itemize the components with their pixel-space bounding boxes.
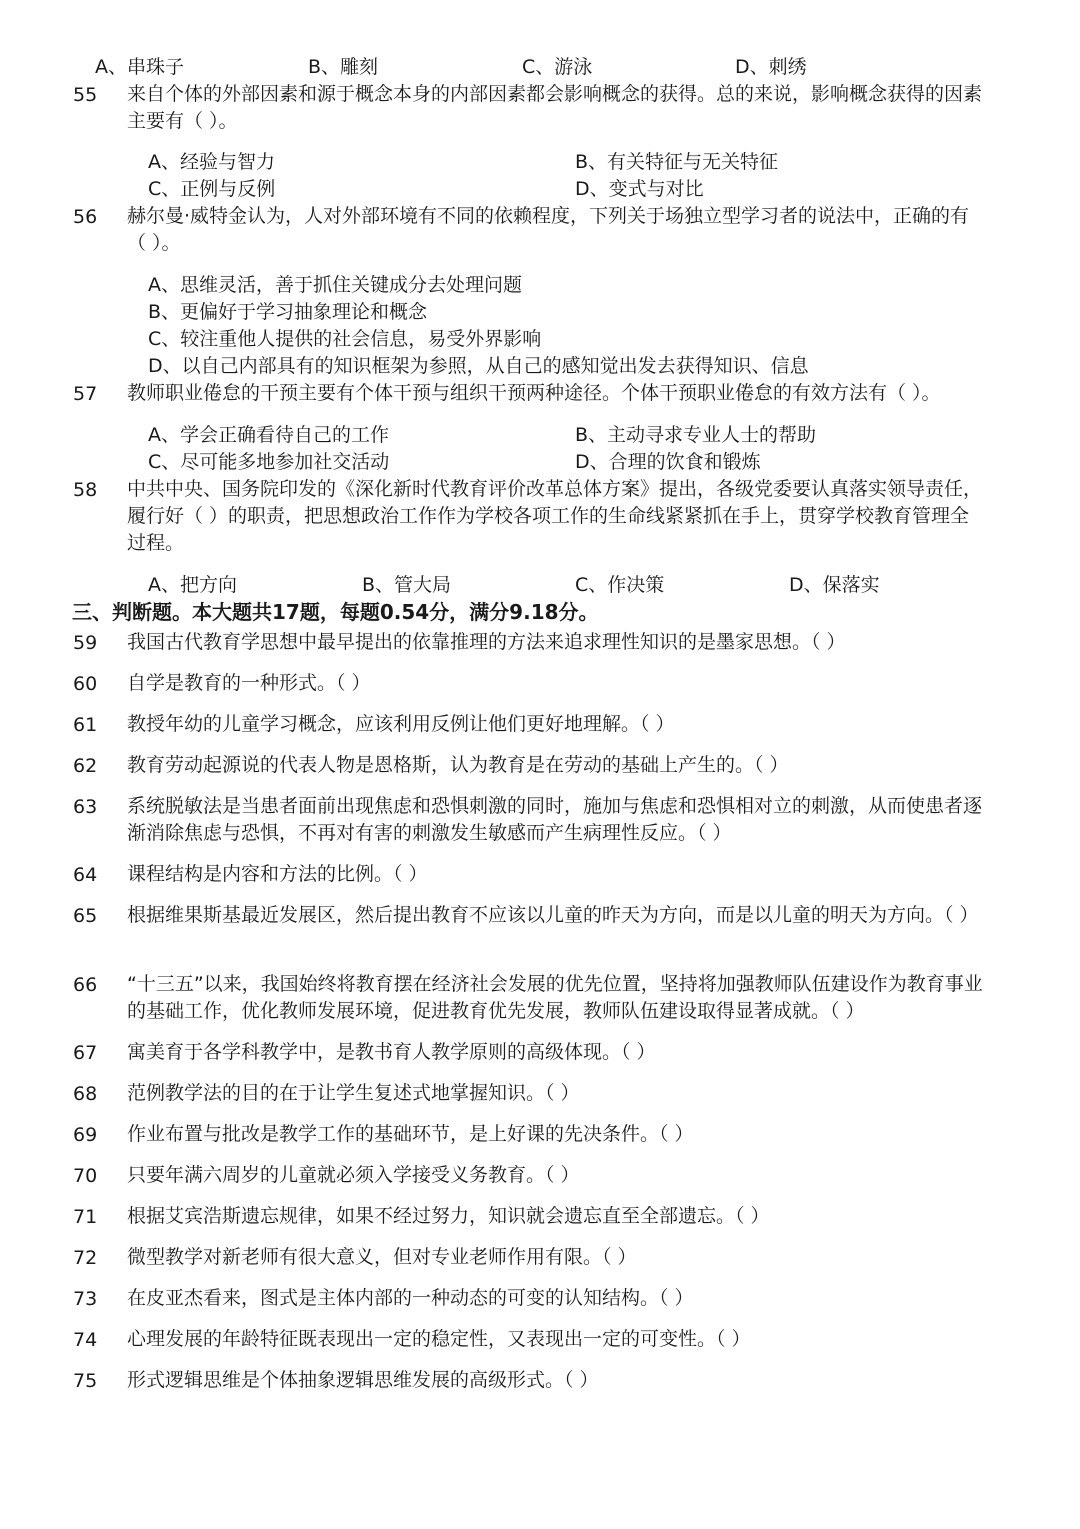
question-number: 64 xyxy=(73,864,98,886)
question-text: 赫尔曼·威特金认为，人对外部环境有不同的依赖程度，下列关于场独立型学习者的说法中，正确的有（ ）。 xyxy=(127,205,970,254)
question-number: 58 xyxy=(73,479,98,501)
q56-option-a: A、思维灵活，善于抓住关键成分去处理问题 xyxy=(148,274,522,296)
q58-options xyxy=(0,571,1080,599)
question-text: 自学是教育的一种形式。（ ） xyxy=(127,672,371,694)
q54-option-b: B、雕刻 xyxy=(308,56,379,78)
question-text: 我国古代教育学思想中最早提出的依靠推理的方法来追求理性知识的是墨家思想。（ ） xyxy=(127,631,846,653)
question-number: 63 xyxy=(73,796,98,818)
question-number: 71 xyxy=(73,1206,98,1228)
q57-option-a: A、学会正确看待自己的工作 xyxy=(148,424,389,446)
q57-option-d: D、合理的饮食和锻炼 xyxy=(575,451,761,473)
question-text: 寓美育于各学科教学中，是教书育人教学原则的高级体现。（ ） xyxy=(127,1041,656,1063)
q56-option-c: C、较注重他人提供的社会信息，易受外界影响 xyxy=(148,328,542,350)
q55-option-a: A、经验与智力 xyxy=(148,151,275,173)
question-text: 形式逻辑思维是个体抽象逻辑思维发展的高级形式。（ ） xyxy=(127,1369,599,1391)
q56-option-d: D、以自己内部具有的知识框架为参照，从自己的感知觉出发去获得知识、信息 xyxy=(148,355,809,377)
question-number: 69 xyxy=(73,1124,98,1146)
question-text: 根据维果斯基最近发展区，然后提出教育不应该以儿童的昨天为方向，而是以儿童的明天为方向。（ ） xyxy=(127,904,979,926)
q54-option-c: C、游泳 xyxy=(522,56,593,78)
question-number: 55 xyxy=(73,84,98,106)
question-text: 在皮亚杰看来，图式是主体内部的一种动态的可变的认知结构。（ ） xyxy=(127,1287,694,1309)
question-number: 62 xyxy=(73,755,98,777)
question-number: 66 xyxy=(73,974,98,996)
question-number: 57 xyxy=(73,383,98,405)
question-text: 教育劳动起源说的代表人物是恩格斯，认为教育是在劳动的基础上产生的。（ ） xyxy=(127,754,789,776)
q58-option-d: D、保落实 xyxy=(789,574,880,596)
question-text: 教授年幼的儿童学习概念，应该利用反例让他们更好地理解。（ ） xyxy=(127,713,675,735)
question-text: 范例教学法的目的在于让学生复述式地掌握知识。（ ） xyxy=(127,1082,580,1104)
question-text: 心理发展的年龄特征既表现出一定的稳定性，又表现出一定的可变性。（ ） xyxy=(127,1328,751,1350)
question-text: “十三五”以来，我国始终将教育摆在经济社会发展的优先位置，坚持将加强教师队伍建设作为教育事业的基础工作，优化教师发展环境，促进教育优先发展，教师队伍建设取得显著成就。（ ） xyxy=(127,973,983,1022)
question-number: 75 xyxy=(73,1370,98,1392)
question-number: 65 xyxy=(73,905,98,927)
q55-option-d: D、变式与对比 xyxy=(575,178,704,200)
question-text: 中共中央、国务院印发的《深化新时代教育评价改革总体方案》提出，各级党委要认真落实领导责任，履行好（ ）的职责，把思想政治工作作为学校各项工作的生命线紧紧抓在手上，贯穿学校教育管理全过程。 xyxy=(127,478,983,554)
q58-option-a: A、把方向 xyxy=(148,574,237,596)
q54-option-d: D、刺绣 xyxy=(735,56,807,78)
section-3-heading: 三、判断题。本大题共17题，每题0.54分，满分9.18分。 xyxy=(72,600,599,624)
q56-option-b: B、更偏好于学习抽象理论和概念 xyxy=(148,301,428,323)
question-number: 61 xyxy=(73,714,98,736)
question-number: 67 xyxy=(73,1042,98,1064)
question-text: 教师职业倦怠的干预主要有个体干预与组织干预两种途径。个体干预职业倦怠的有效方法有（ ）。 xyxy=(127,382,941,404)
question-text: 作业布置与批改是教学工作的基础环节，是上好课的先决条件。（ ） xyxy=(127,1123,694,1145)
question-number: 60 xyxy=(73,673,98,695)
q58-option-b: B、管大局 xyxy=(362,574,452,596)
q55-option-c: C、正例与反例 xyxy=(148,178,276,200)
question-number: 56 xyxy=(73,206,98,228)
question-number: 74 xyxy=(73,1329,98,1351)
question-text: 只要年满六周岁的儿童就必须入学接受义务教育。（ ） xyxy=(127,1164,580,1186)
q58-option-c: C、作决策 xyxy=(575,574,665,596)
question-number: 68 xyxy=(73,1083,98,1105)
q55-option-b: B、有关特征与无关特征 xyxy=(575,151,779,173)
question-number: 73 xyxy=(73,1288,98,1310)
question-text: 来自个体的外部因素和源于概念本身的内部因素都会影响概念的获得。总的来说，影响概念获得的因素主要有（ ）。 xyxy=(127,83,983,132)
question-number: 72 xyxy=(73,1247,98,1269)
question-text: 系统脱敏法是当患者面前出现焦虑和恐惧刺激的同时，施加与焦虑和恐惧相对立的刺激，从而使患者逐渐消除焦虑与恐惧，不再对有害的刺激发生敏感而产生病理性反应。（ ） xyxy=(127,795,983,844)
question-text: 根据艾宾浩斯遗忘规律，如果不经过努力，知识就会遗忘直至全部遗忘。（ ） xyxy=(127,1205,770,1227)
q54-options xyxy=(0,53,1080,81)
question-text: 课程结构是内容和方法的比例。（ ） xyxy=(127,863,428,885)
question-text: 微型教学对新老师有很大意义，但对专业老师作用有限。（ ） xyxy=(127,1246,637,1268)
question-number: 59 xyxy=(73,632,98,654)
question-number: 70 xyxy=(73,1165,98,1187)
q57-option-b: B、主动寻求专业人士的帮助 xyxy=(575,424,817,446)
q57-option-c: C、尽可能多地参加社交活动 xyxy=(148,451,390,473)
q54-option-a: A、串珠子 xyxy=(95,56,184,78)
